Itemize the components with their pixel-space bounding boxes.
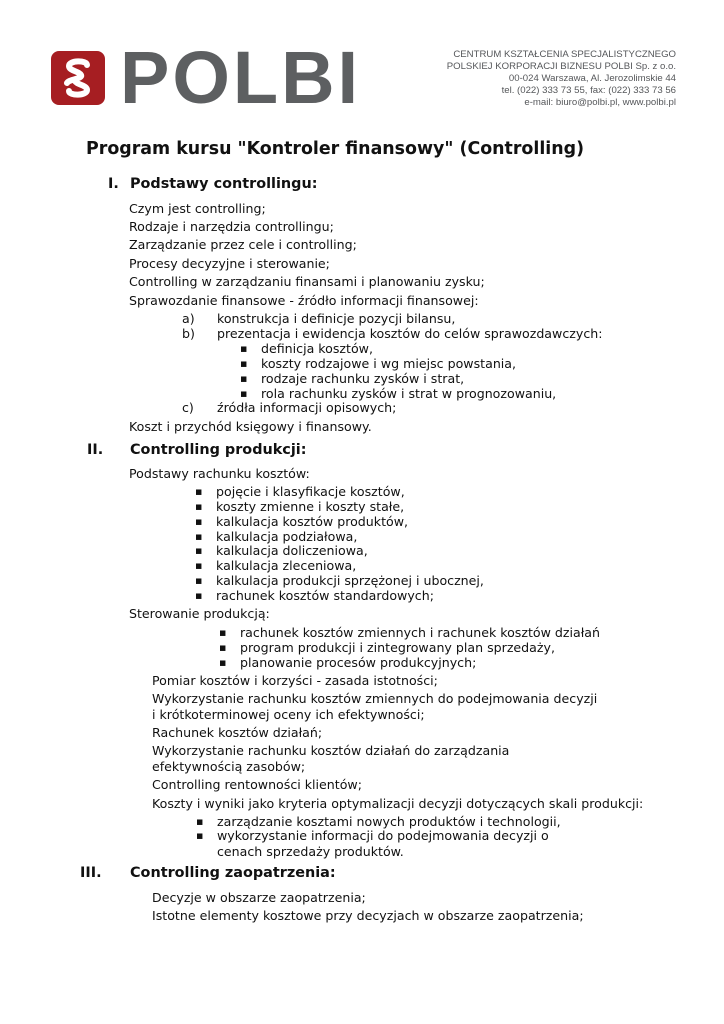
bullet-item: ▪ kalkulacja zleceniowa, xyxy=(216,558,356,574)
sublist-item: prezentacja i ewidencja kosztów do celów sprawozdawczych: xyxy=(217,326,603,341)
contact-line: e-mail: biuro@polbi.pl, www.polbi.pl xyxy=(524,97,676,108)
bullet-item: ▪ rola rachunku zysków i strat w prognozowaniu, xyxy=(261,386,556,402)
bullet-item: ▪ program produkcji i zintegrowany plan sprzedaży, xyxy=(240,640,555,656)
list-item: Sprawozdanie finansowe - źródło informacji finansowej: xyxy=(129,293,479,308)
bullet-item: ▪ kalkulacja doliczeniowa, xyxy=(216,543,368,559)
sublist-label: c) xyxy=(182,400,194,415)
list-item: Podstawy rachunku kosztów: xyxy=(129,466,310,481)
sublist-label: b) xyxy=(182,326,195,341)
section-1-heading: Podstawy controllingu: xyxy=(130,176,318,192)
sublist-label: a) xyxy=(182,311,195,326)
list-item: Controlling rentowności klientów; xyxy=(152,777,362,792)
bullet-item: ▪ rachunek kosztów standardowych; xyxy=(216,588,434,604)
section-3-heading: Controlling zaopatrzenia: xyxy=(130,865,336,881)
list-item: Rachunek kosztów działań; xyxy=(152,725,323,740)
section-1-number: I. xyxy=(108,176,119,192)
bullet-item: ▪ kalkulacja kosztów produktów, xyxy=(216,514,408,530)
list-item: Wykorzystanie rachunku kosztów działań do zarządzania efektywnością zasobów; xyxy=(152,743,510,774)
contact-block xyxy=(447,49,676,109)
list-item: Koszty i wyniki jako kryteria optymalizacji decyzji dotyczących skali produkcji: xyxy=(152,796,644,811)
list-item: Czym jest controlling; xyxy=(129,201,266,216)
bullet-item: ▪ rodzaje rachunku zysków i strat, xyxy=(261,371,464,387)
bullet-item: ▪ zarządzanie kosztami nowych produktów i technologii, xyxy=(217,814,561,830)
bullet-item: ▪ rachunek kosztów zmiennych i rachunek kosztów działań xyxy=(240,625,600,641)
contact-line: CENTRUM KSZTAŁCENIA SPECJALISTYCZNEGO xyxy=(453,49,676,60)
section-3-number: III. xyxy=(80,865,102,881)
contact-line: POLSKIEJ KORPORACJI BIZNESU POLBI Sp. z o.o. xyxy=(446,61,676,72)
page-title: Program kursu "Kontroler finansowy" (Controlling) xyxy=(86,139,585,159)
sublist-item: źródła informacji opisowych; xyxy=(217,400,397,415)
section-2-number: II. xyxy=(87,442,104,458)
list-item: Wykorzystanie rachunku kosztów zmiennych do podejmowania decyzji i krótkoterminowej oceny ich efektywności; xyxy=(152,691,598,722)
bullet-item: ▪ kalkulacja produkcji sprzężonej i ubocznej, xyxy=(216,573,484,589)
list-item: Rodzaje i narzędzia controllingu; xyxy=(129,219,334,234)
bullet-item: ▪ kalkulacja podziałowa, xyxy=(216,529,357,545)
bullet-item: ▪ definicja kosztów, xyxy=(261,341,373,357)
list-item: Koszt i przychód księgowy i finansowy. xyxy=(129,419,372,434)
list-item: Decyzje w obszarze zaopatrzenia; xyxy=(152,890,366,905)
bullet-item: ▪ koszty zmienne i koszty stałe, xyxy=(216,499,404,515)
sublist-item: konstrukcja i definicje pozycji bilansu, xyxy=(217,311,456,326)
list-item: Controlling w zarządzaniu finansami i planowaniu zysku; xyxy=(129,274,485,289)
bullet-item: ▪ wykorzystanie informacji do podejmowania decyzji o cenach sprzedaży produktów. xyxy=(217,828,597,860)
bullet-item: ▪ planowanie procesów produkcyjnych; xyxy=(240,655,476,671)
list-item: Zarządzanie przez cele i controlling; xyxy=(129,237,357,252)
polbi-logo-icon xyxy=(51,51,105,105)
contact-line: 00-024 Warszawa, Al. Jerozolimskie 44 xyxy=(508,73,676,84)
section-2-heading: Controlling produkcji: xyxy=(130,442,307,458)
list-item: Istotne elementy kosztowe przy decyzjach w obszarze zaopatrzenia; xyxy=(152,908,584,923)
list-item: Sterowanie produkcją: xyxy=(129,606,270,621)
brand-name: POLBI xyxy=(120,36,362,119)
bullet-item: ▪ koszty rodzajowe i wg miejsc powstania, xyxy=(261,356,516,372)
bullet-item: ▪ pojęcie i klasyfikacje kosztów, xyxy=(216,484,405,500)
contact-line: tel. (022) 333 73 55, fax: (022) 333 73 56 xyxy=(501,85,676,96)
list-item: Pomiar kosztów i korzyści - zasada istotności; xyxy=(152,673,438,688)
list-item: Procesy decyzyjne i sterowanie; xyxy=(129,256,330,271)
